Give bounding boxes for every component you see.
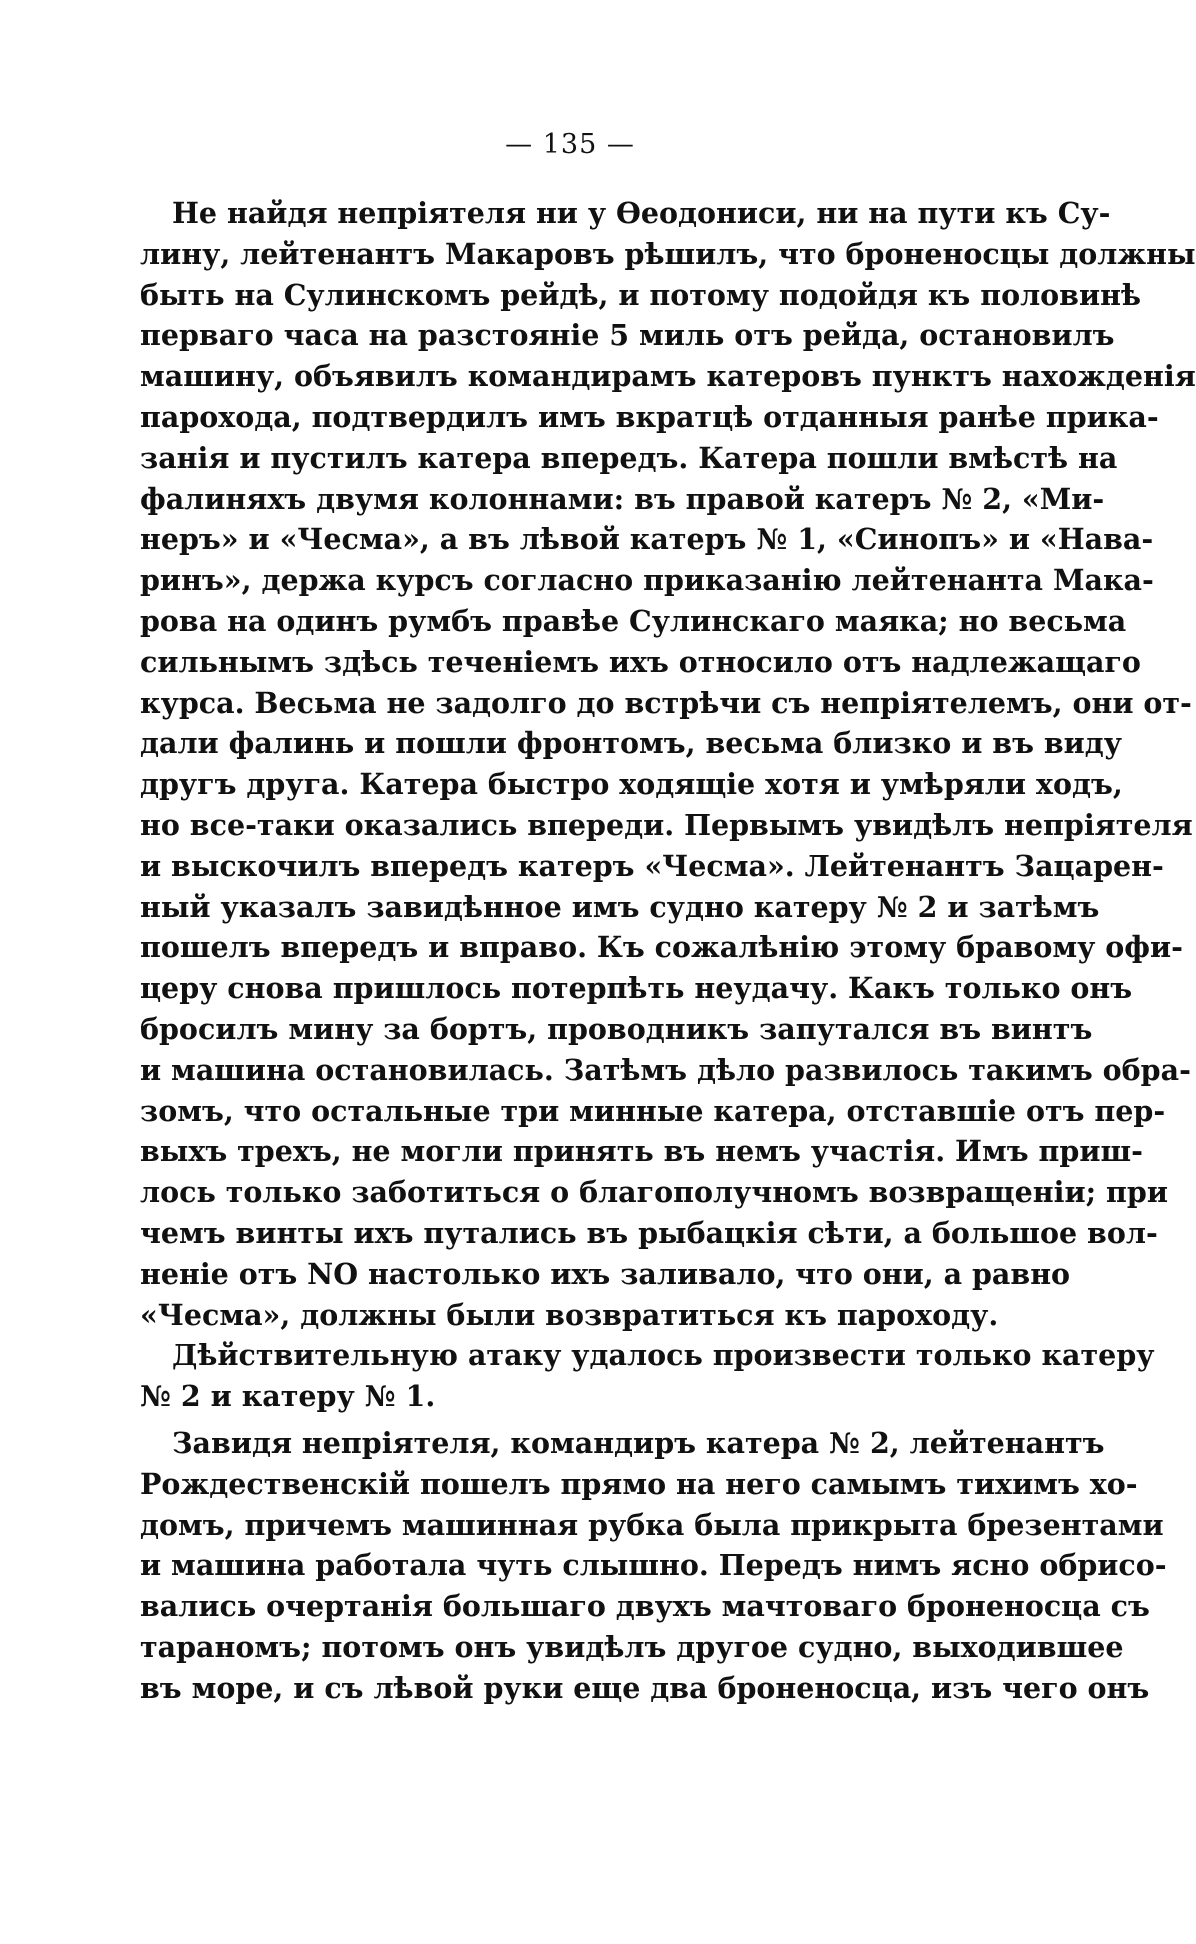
paragraph-3 <box>140 1423 1167 1709</box>
paragraph-2 <box>140 1335 1155 1417</box>
text-line: вались очертанія большаго двухъ мачтоваго броненосца съ <box>140 1589 1150 1624</box>
text-line: но все-таки оказались впереди. Первымъ увидѣлъ непріятеля <box>140 807 1193 842</box>
text-line: и машина остановилась. Затѣмъ дѣло развилось такимъ обра- <box>140 1052 1191 1087</box>
text-line: Рождественскій пошелъ прямо на него самымъ тихимъ хо- <box>140 1466 1138 1501</box>
page-number: — 135 — <box>505 129 635 160</box>
paragraph-1 <box>140 193 1196 1335</box>
text-line: домъ, причемъ машинная рубка была прикрыта брезентами <box>140 1507 1164 1542</box>
text-line: рова на одинъ румбъ правѣе Сулинскаго маяка; но весьма <box>140 603 1127 638</box>
text-line: лину, лейтенантъ Макаровъ рѣшилъ, что броненосцы должны <box>140 236 1196 271</box>
text-line: лось только заботиться о благополучномъ возвращеніи; при <box>140 1175 1168 1210</box>
text-line: пошелъ впередъ и вправо. Къ сожалѣнію этому бравому офи- <box>140 930 1183 965</box>
text-line: тараномъ; потомъ онъ увидѣлъ другое судно, выходившее <box>140 1629 1124 1664</box>
text-line: сильнымъ здѣсь теченіемъ ихъ относило отъ надлежащаго <box>140 644 1141 679</box>
text-line: ный указалъ завидѣнное имъ судно катеру № 2 и затѣмъ <box>140 889 1100 924</box>
text-line: другъ друга. Катера быстро ходящіе хотя и умѣряли ходъ, <box>140 767 1123 802</box>
body-text <box>140 193 1196 1708</box>
text-line: Не найдя непріятеля ни у Ѳеодониси, ни на пути къ Су- <box>172 196 1111 230</box>
text-line: фалиняхъ двумя колоннами: въ правой катеръ № 2, «Ми- <box>140 481 1105 516</box>
text-line: выхъ трехъ, не могли принять въ немъ участія. Имъ приш- <box>140 1134 1143 1169</box>
text-line: занія и пустилъ катера впередъ. Катера пошли вмѣстѣ на <box>140 440 1118 475</box>
text-line: «Чесма», должны были возвратиться къ пароходу. <box>140 1297 999 1332</box>
text-line: перваго часа на разстояніе 5 миль отъ рейда, остановилъ <box>140 318 1115 353</box>
text-line: и машина работала чуть слышно. Передъ нимъ ясно обрисо- <box>140 1548 1167 1583</box>
text-line: и выскочилъ впередъ катеръ «Чесма». Лейтенантъ Зацарен- <box>140 848 1164 883</box>
text-line: парохода, подтвердилъ имъ вкратцѣ отданныя ранѣе прика- <box>140 399 1159 434</box>
text-line: бросилъ мину за бортъ, проводникъ запутался въ винтъ <box>140 1011 1093 1046</box>
text-line: быть на Сулинскомъ рейдѣ, и потому подойдя къ половинѣ <box>140 277 1142 312</box>
text-line: церу снова пришлось потерпѣть неудачу. Какъ только онъ <box>140 971 1133 1006</box>
text-line: неръ» и «Чесма», а въ лѣвой катеръ № 1, «Синопъ» и «Нава- <box>140 522 1154 557</box>
text-line: ринъ», держа курсъ согласно приказанію лейтенанта Мака- <box>140 563 1154 598</box>
text-line: № 2 и катеру № 1. <box>140 1379 436 1414</box>
text-line: Завидя непріятеля, командиръ катера № 2, лейтенантъ <box>172 1425 1105 1460</box>
text-line: Дѣйствительную атаку удалось произвести только катеру <box>172 1338 1155 1373</box>
text-line: дали фалинь и пошли фронтомъ, весьма близко и въ виду <box>140 726 1123 761</box>
text-line: чемъ винты ихъ путались въ рыбацкія сѣти, а большое вол- <box>140 1215 1158 1250</box>
text-line: зомъ, что остальные три минные катера, отставшіе отъ пер- <box>140 1093 1166 1128</box>
text-line: неніе отъ NO настолько ихъ заливало, что они, а равно <box>140 1256 1071 1291</box>
text-line: въ море, и съ лѣвой руки еще два броненосца, изъ чего онъ <box>140 1670 1150 1705</box>
text-line: курса. Весьма не задолго до встрѣчи съ непріятелемъ, они от- <box>140 685 1192 720</box>
text-line: машину, объявилъ командирамъ катеровъ пунктъ нахожденія <box>140 359 1196 394</box>
